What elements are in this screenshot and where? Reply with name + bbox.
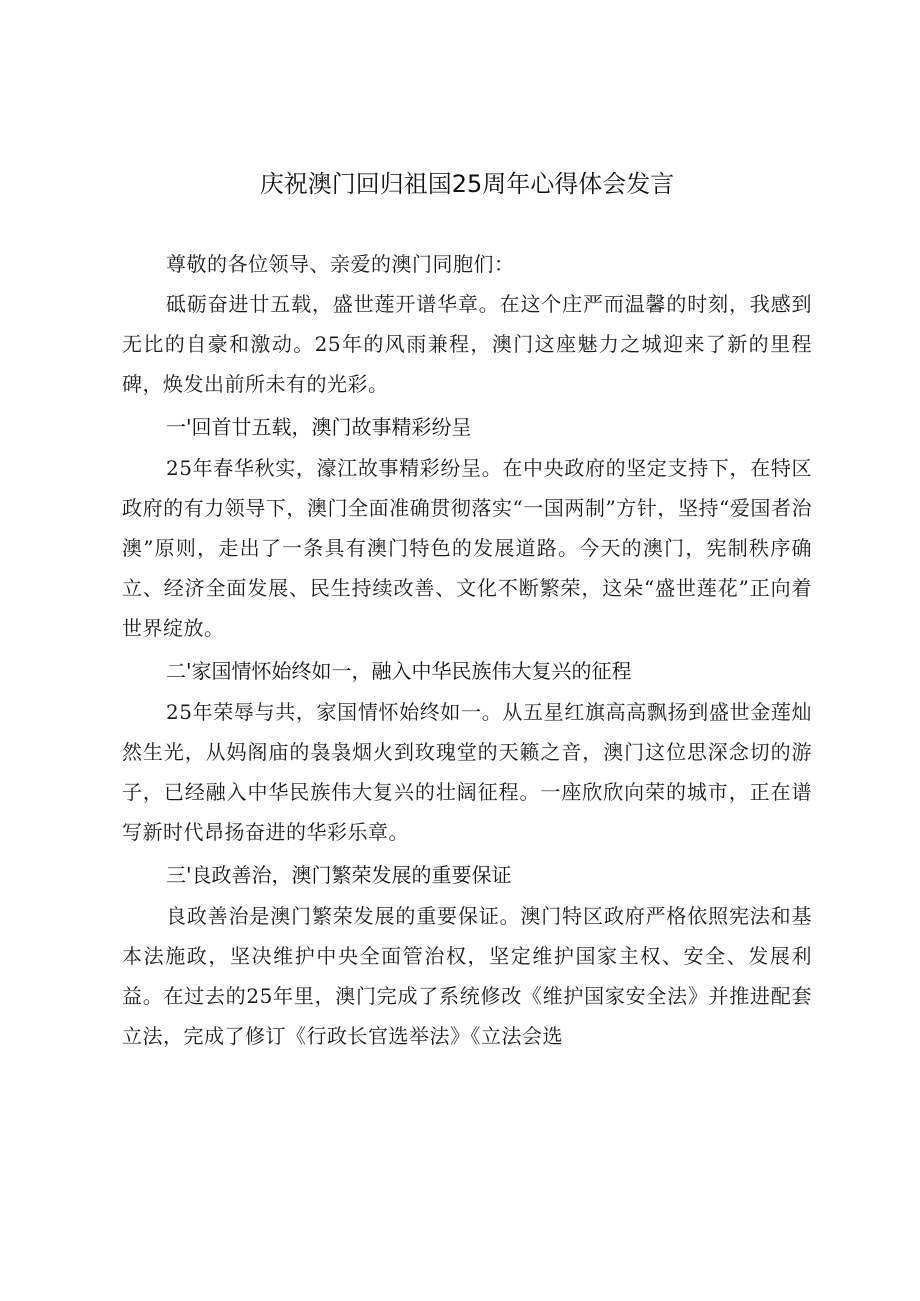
intro-paragraph: 砥砺奋进廿五载，盛世莲开谱华章。在这个庄严而温馨的时刻，我感到无比的自豪和激动。25年的风雨兼程，澳门这座魅力之城迎来了新的里程碑，焕发出前所未有的光彩。 — [122, 292, 812, 396]
section-heading: 二'家国情怀始终如一，融入中华民族伟大复兴的征程 — [166, 659, 632, 683]
section-3 — [122, 854, 812, 1056]
section-heading: 三'良政善治，澳门繁荣发展的重要保证 — [166, 863, 512, 887]
section-paragraph: 25年春华秋实，濠江故事精彩纷呈。在中央政府的坚定支持下，在特区政府的有力领导下，澳门全面准确贯彻落实“一国两制”方针，坚持“爱国者治澳”原则，走出了一条具有澳门特色的发展道路。今天的澳门，宪制秩序确立、经济全面发展、民生持续改善、文化不断繁荣，这朵“盛世莲花”正向着世界绽放。 — [122, 456, 812, 640]
document-title: 庆祝澳门回归祖国25周年心得体会发言 — [259, 170, 675, 198]
section-paragraph: 25年荣辱与共，家国情怀始终如一。从五星红旗高高飘扬到盛世金莲灿然生光，从妈阁庙的袅袅烟火到玫瑰堂的天籁之音，澳门这位思深念切的游子，已经融入中华民族伟大复兴的壮阔征程。一座欣欣向荣的城市，正在谱写新时代昂扬奋进的华彩乐章。 — [122, 700, 812, 844]
section-2 — [122, 650, 812, 852]
section-heading: 一'回首廿五载，澳门故事精彩纷呈 — [166, 415, 472, 439]
section-paragraph: 良政善治是澳门繁荣发展的重要保证。澳门特区政府严格依照宪法和基本法施政，坚决维护中央全面管治权，坚定维护国家主权、安全、发展利益。在过去的25年里，澳门完成了系统修改《维护国家安全法》并推进配套立法，完成了修订《行政长官选举法》《立法会选 — [122, 904, 812, 1048]
salutation: 尊敬的各位领导、亲爱的澳门同胞们： — [166, 252, 515, 276]
section-1 — [122, 406, 812, 648]
